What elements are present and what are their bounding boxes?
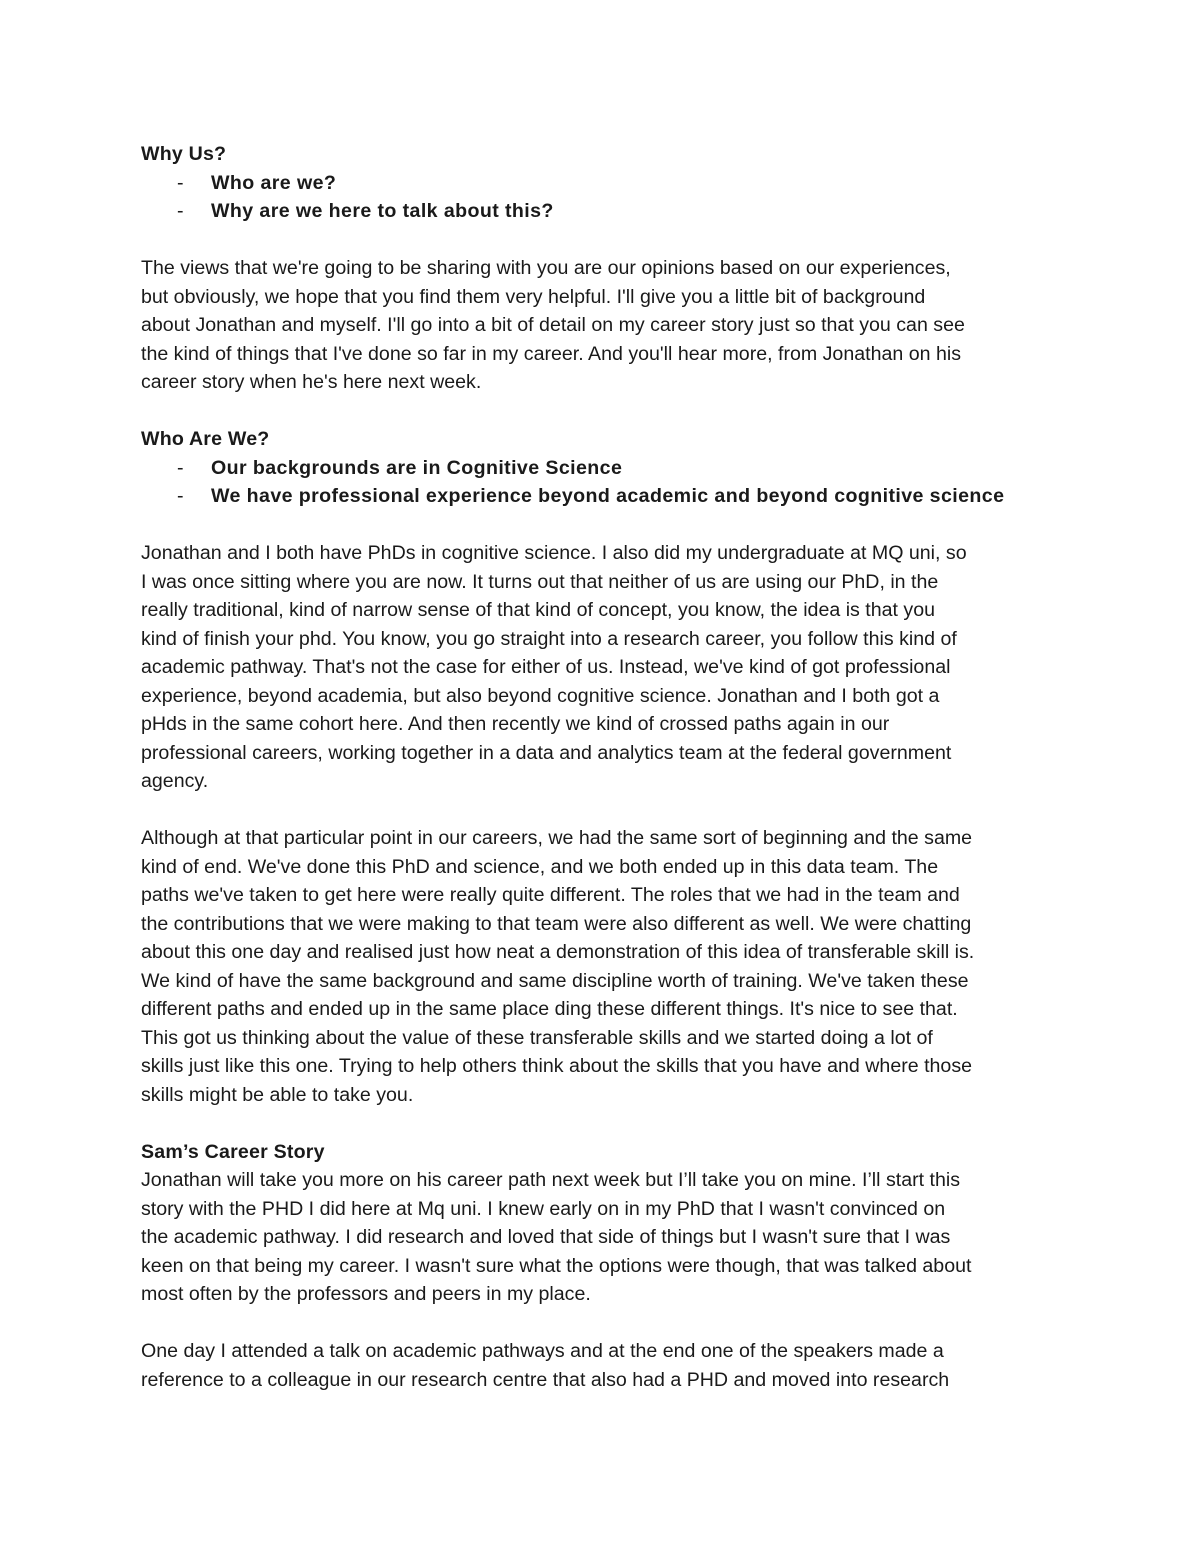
bullet-item (141, 169, 1066, 198)
bullet-text: Why are we here to talk about this? (211, 200, 554, 222)
text-line: One day I attended a talk on academic pathways and at the end one of the speakers made a (141, 1340, 944, 1362)
bullet-text: Our backgrounds are in Cognitive Science (211, 456, 623, 479)
section-heading-who-are-we: Who Are We? (141, 428, 270, 450)
paragraph-transferable-skills (141, 824, 1066, 1109)
text-line: the academic pathway. I did research and loved that side of things but I wasn't sure that I was (141, 1226, 951, 1248)
bullet-dash: - (177, 171, 184, 194)
paragraph-career-story (141, 1166, 1066, 1309)
text-line: pHds in the same cohort here. And then recently we kind of crossed paths again in our (141, 713, 890, 735)
bullet-text: We have professional experience beyond academic and beyond cognitive science (211, 485, 1005, 507)
text-line: We kind of have the same background and same discipline worth of training. We've taken these (141, 969, 969, 992)
bullet-item (141, 482, 1066, 511)
text-line: kind of finish your phd. You know, you go straight into a research career, you follow this kind of (141, 627, 957, 650)
text-line: Jonathan will take you more on his career path next week but I’ll take you on mine. I’ll start this (141, 1169, 960, 1191)
paragraph-backgrounds (141, 539, 1066, 796)
text-line: about this one day and realised just how neat a demonstration of this idea of transferable skill is. (141, 941, 975, 963)
text-line: skills might be able to take you. (141, 1083, 414, 1106)
bullet-dash: - (177, 485, 184, 507)
bullet-item (141, 454, 1066, 483)
text-line: kind of end. We've done this PhD and science, and we both ended up in this data team. The (141, 855, 939, 878)
paragraph-academic-talk (141, 1337, 1066, 1394)
section-heading-why-us: Why Us? (141, 143, 227, 165)
text-line: This got us thinking about the value of these transferable skills and we started doing a lot of (141, 1026, 933, 1049)
text-line: experience, beyond academia, but also beyond cognitive science. Jonathan and I both got a (141, 684, 940, 707)
bullet-dash: - (177, 200, 184, 222)
text-line: The views that we're going to be sharing with you are our opinions based on our experiences, (141, 257, 951, 279)
text-line: story with the PHD I did here at Mq uni. I knew early on in my PhD that I wasn't convinced on (141, 1197, 946, 1220)
text-line: most often by the professors and peers in my place. (141, 1283, 591, 1305)
text-line: the contributions that we were making to that team were also different as well. We were chatting (141, 912, 972, 935)
text-line: different paths and ended up in the same place ding these different things. It's nice to see that. (141, 998, 958, 1020)
bullet-text: Who are we? (211, 171, 337, 194)
bullet-list-who-are-we (141, 454, 1066, 511)
text-line: reference to a colleague in our research centre that also had a PHD and moved into research (141, 1368, 950, 1391)
bullet-dash: - (177, 456, 184, 479)
text-line: paths we've taken to get here were really quite different. The roles that we had in the team and (141, 884, 960, 906)
text-line: but obviously, we hope that you find them very helpful. I'll give you a little bit of background (141, 285, 926, 308)
text-line: about Jonathan and myself. I'll go into a bit of detail on my career story just so that you can see (141, 314, 965, 336)
section-heading-career-story: Sam’s Career Story (141, 1140, 325, 1163)
text-line: academic pathway. That's not the case for either of us. Instead, we've kind of got professional (141, 656, 951, 678)
text-line: really traditional, kind of narrow sense of that kind of concept, you know, the idea is that you (141, 599, 936, 621)
text-line: agency. (141, 770, 209, 792)
bullet-item (141, 197, 1066, 226)
text-line: career story when he's here next week. (141, 371, 482, 393)
paragraph-intro (141, 254, 1066, 397)
text-line: skills just like this one. Trying to help others think about the skills that you have and where those (141, 1055, 973, 1077)
text-line: keen on that being my career. I wasn't sure what the options were though, that was talked about (141, 1254, 972, 1277)
document-page (141, 140, 1066, 1394)
text-line: Although at that particular point in our careers, we had the same sort of beginning and the same (141, 827, 973, 849)
text-line: the kind of things that I've done so far in my career. And you'll hear more, from Jonathan on his (141, 342, 961, 365)
text-line: Jonathan and I both have PhDs in cognitive science. I also did my undergraduate at MQ uni, so (141, 542, 967, 564)
bullet-list-why-us (141, 169, 1066, 226)
text-line: professional careers, working together in a data and analytics team at the federal government (141, 741, 952, 764)
text-line: I was once sitting where you are now. It turns out that neither of us are using our PhD, in the (141, 570, 939, 593)
